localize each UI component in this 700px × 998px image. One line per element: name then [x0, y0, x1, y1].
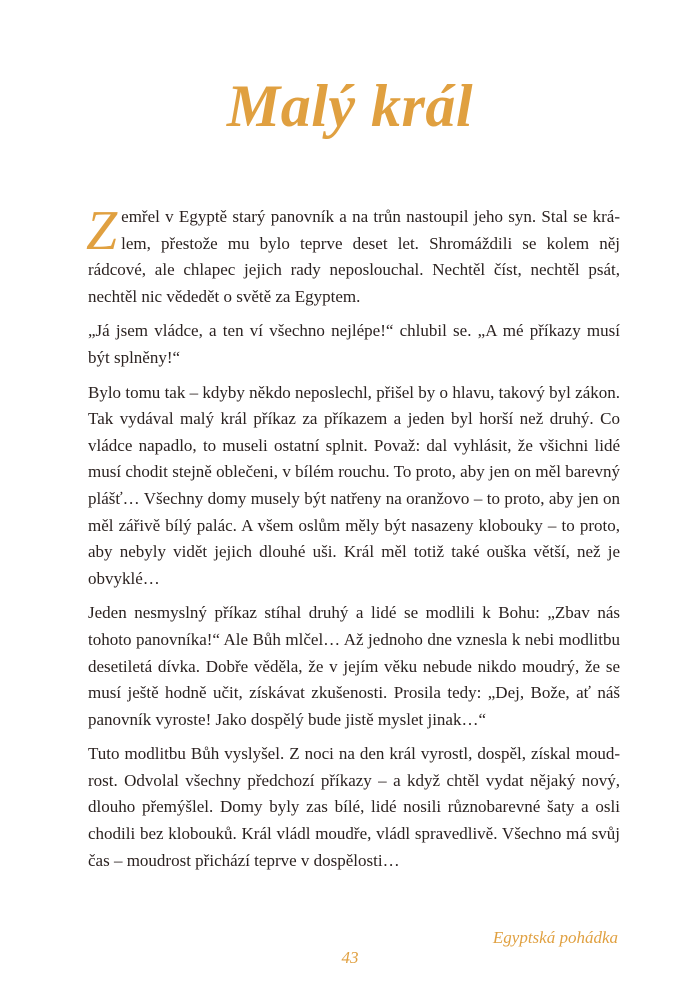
- paragraph-1-text: emřel v Egyptě starý panovník a na trůn nastoupil jeho syn. Stal se králem, přestože mu bylo teprve deset let. Shromáždili se kolem něj rádcové, ale chlapec jejich rady neposlouchal. Nechtěl číst, nechtěl psát, nechtěl nic vědedět o světě za Egyptem.: [88, 207, 620, 306]
- paragraph-1: [86, 200, 620, 310]
- drop-cap: Z: [86, 200, 118, 262]
- story-text: [86, 200, 620, 882]
- paragraph-2: „Já jsem vládce, a ten ví všechno nejlépe!“ chlubil se. „A mé příkazy musí být splněny!“: [88, 321, 620, 367]
- paragraph-3: Bylo tomu tak – kdyby někdo neposlechl, přišel by o hlavu, takový byl zákon. Tak vydával malý král příkaz za příkazem a jeden byl horší než druhý. Co vládce napadlo, to museli ostatní splnit. Považ: dal vyhlásit, že všichni lidé musí chodit stejně oblečeni, v bílém rouchu. To proto, aby jen on měl barevný plášť… Všechny domy musely být natřeny na oranžovo – to proto, aby jen on měl zářivě bílý palác. A všem oslům měly být nasazeny klobouky – to proto, aby nebyly vidět jejich dlouhé uši. Král měl totiž také ouška větší, než je obvyklé…: [88, 382, 620, 588]
- paragraph-5: Tuto modlitbu Bůh vyslyšel. Z noci na den král vyrostl, dospěl, získal moudrost. Odvolal všechny předchozí příkazy – a když chtěl vydat nějaký nový, dlouho přemýšlel. Domy byly zas bílé, lidé nosili různobarevné šaty a osli chodili bez klobouků. Král vládl moudře, vládl spravedlivě. Všechno má svůj čas – moudrost přichází teprve v dospělosti…: [88, 744, 620, 870]
- paragraph-4: Jeden nesmyslný příkaz stíhal druhý a lidé se modlili k Bohu: „Zbav nás tohoto panovníka!“ Ale Bůh mlčel… Až jednoho dne vznesla k nebi modlitbu desetiletá dívka. Dobře věděla, že v jejím věku nebude nikdo moudrý, že se musí ještě hodně učit, získávat zkušenosti. Prosila tedy: „Dej, Bože, ať náš panovník vyroste! Jako dospělý bude jistě myslet jinak…“: [88, 603, 620, 729]
- page-number: 43: [341, 948, 359, 967]
- story-source: Egyptská pohádka: [492, 928, 618, 947]
- story-title: Malý král: [226, 73, 474, 139]
